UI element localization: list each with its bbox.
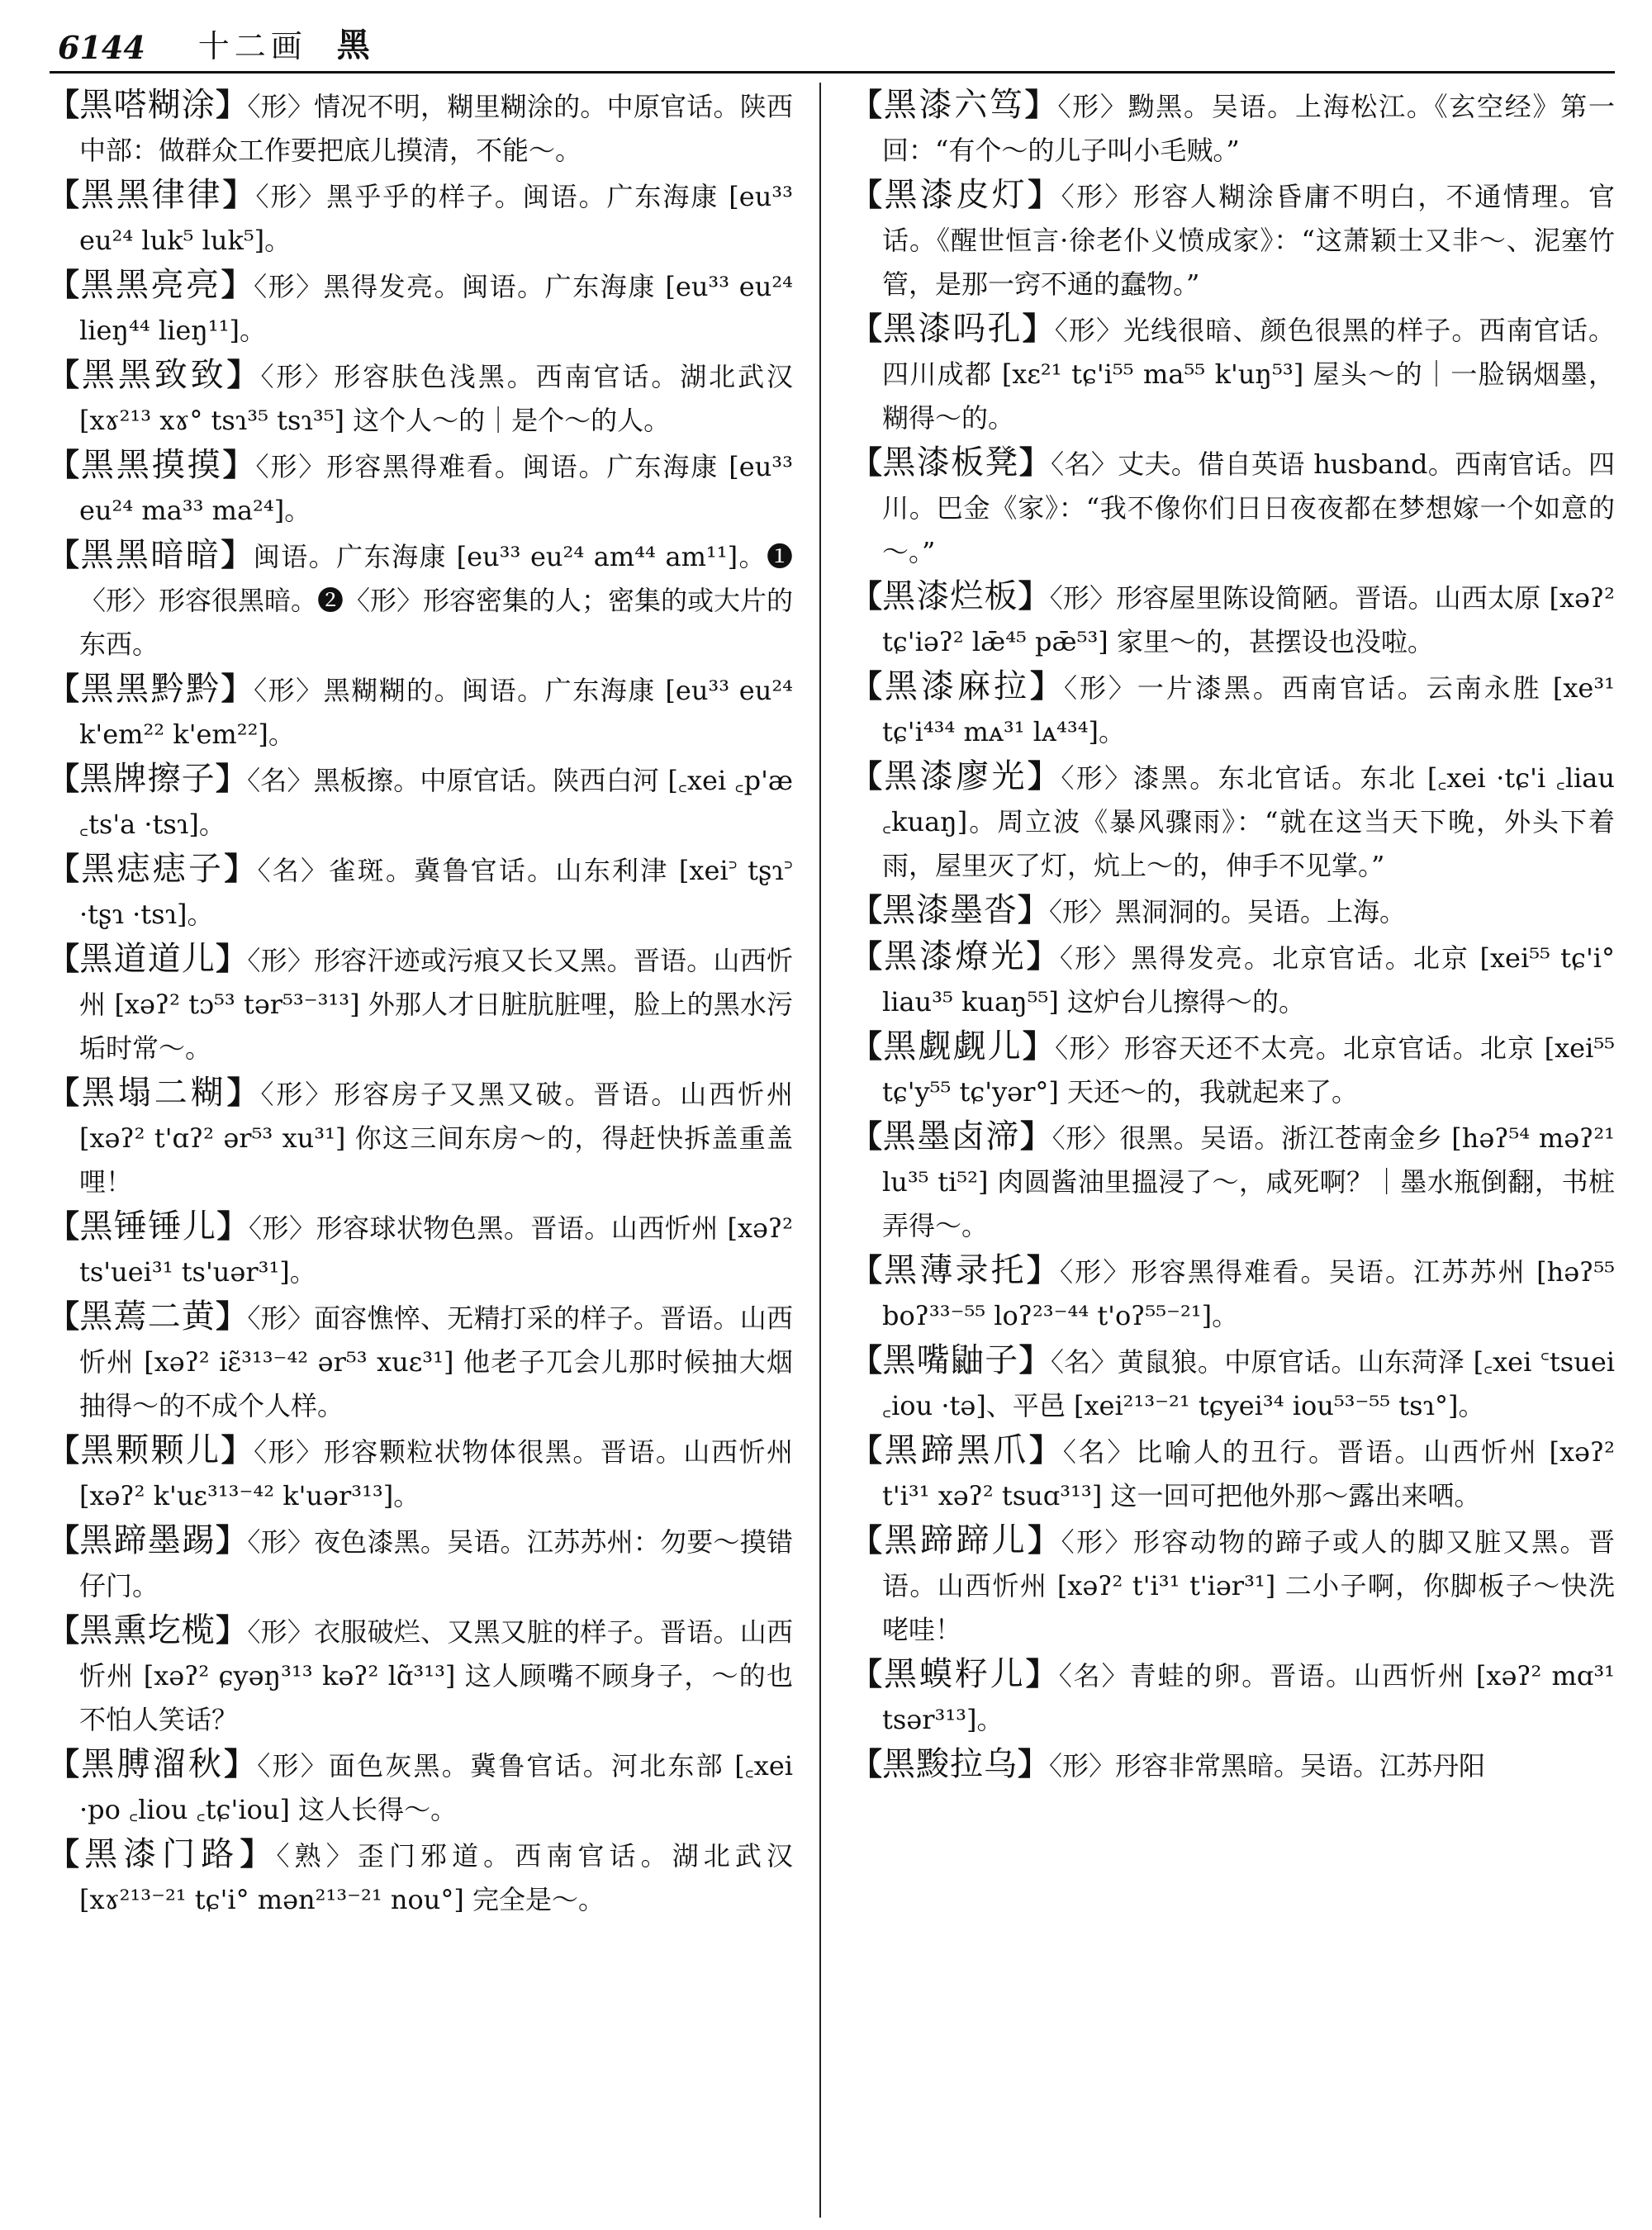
dictionary-entry: 【黑蟆籽儿】〈名〉青蛙的卵。晋语。山西忻州 [xəʔ² mɑ³¹ tsər³¹³]。 [851, 1655, 1615, 1735]
right-column [851, 83, 1615, 2230]
entry-headword: 黑蹄墨踢 [79, 1521, 216, 1559]
entry-definition: 〈形〉形容汗迹或污痕又长又黑。晋语。山西忻州 [xəʔ² tɔ⁵³ tər⁵³⁻³¹³] 外那人才日脏肮脏哩，脸上的黑水污垢时常～。 [79, 945, 793, 1064]
dictionary-entry: 【黑薄录托】〈形〉形容黑得难看。吴语。江苏苏州 [həʔ⁵⁵ boʔ³³⁻⁵⁵ loʔ²³⁻⁴⁴ t'oʔ⁵⁵⁻²¹]。 [851, 1251, 1615, 1331]
entry-definition: 〈形〉形容动物的蹄子或人的脚又脏又黑。晋语。山西忻州 [xəʔ² t'i³¹ t'iər³¹] 二小子啊，你脚板子～快洗咾哇！ [882, 1526, 1615, 1645]
entry-definition: 〈形〉黝黑。吴语。上海松江。《玄空经》第一回：“有个～的儿子叫小毛贼。” [882, 91, 1615, 166]
entry-headword: 黑黑暗暗 [80, 536, 221, 574]
entry-definition: 〈名〉黄鼠狼。中原官话。山东菏泽 [꜀xei ꜂tsuei ꜀iou ·tə]、平邑 [xei²¹³⁻²¹ tɕyei³⁴ iou⁵³⁻⁵⁵ tsɿ°]。 [882, 1346, 1615, 1421]
entry-headword: 黑熏圪榄 [79, 1611, 216, 1649]
entry-definition: 〈形〉光线很暗、颜色很黑的样子。西南官话。四川成都 [xɛ²¹ tɕ'i⁵⁵ ma⁵⁵ k'uŋ⁵³] 屋头～的｜一脸锅烟墨，糊得～的。 [882, 315, 1615, 434]
column-divider [819, 83, 821, 2218]
entry-definition: 〈名〉黑板擦。中原官话。陕西白河 [꜀xei ꜀p'æ ꜀ts'a ·tsɿ]。 [79, 765, 793, 840]
entry-headword: 黑黑致致 [81, 356, 227, 394]
entry-headword: 黑黑律律 [80, 176, 223, 214]
entry-definition: 〈形〉黑得发亮。北京官话。北京 [xei⁵⁵ tɕ'i° liau³⁵ kuaŋ⁵⁵] 这炉台儿擦得～的。 [882, 942, 1615, 1018]
dictionary-entry: 【黑漆廖光】〈形〉漆黑。东北官话。东北 [꜀xei ·tɕ'i ꜀liau ꜀kuaŋ]。周立波《暴风骤雨》：“就在这当天下晚，外头下着雨，屋里灭了灯，炕上～的，伸手不见掌。” [851, 757, 1615, 881]
dictionary-entry: 【黑蹄黑爪】〈名〉比喻人的丑行。晋语。山西忻州 [xəʔ² t'i³¹ xəʔ² tsuɑ³¹³] 这一回可把他外那～露出来哂。 [851, 1431, 1615, 1511]
entry-headword: 黑蟆籽儿 [883, 1655, 1026, 1693]
entry-headword: 黑黑摸摸 [80, 446, 223, 484]
entry-headword: 黑嘴鼬子 [882, 1341, 1019, 1379]
entry-headword: 黑蹄蹄儿 [884, 1521, 1028, 1559]
dictionary-entry: 【黑塌二糊】〈形〉形容房子又黑又破。晋语。山西忻州 [xəʔ² t'ɑʔ² ər⁵³ xu³¹] 你这三间东房～的，得赶快拆盖重盖哩！ [48, 1074, 793, 1198]
entry-definition: 〈形〉夜色漆黑。吴语。江苏苏州：勿要～摸错仔门。 [79, 1526, 793, 1601]
entry-headword: 黑黑黔黔 [80, 670, 221, 708]
entry-headword: 黑塌二糊 [81, 1074, 227, 1112]
dictionary-entry: 【黑牌擦子】〈名〉黑板擦。中原官话。陕西白河 [꜀xei ꜀p'æ ꜀ts'a ·tsɿ]。 [48, 760, 793, 840]
entry-definition: 〈名〉比喻人的丑行。晋语。山西忻州 [xəʔ² t'i³¹ xəʔ² tsuɑ³¹³] 这一回可把他外那～露出来哂。 [882, 1436, 1615, 1511]
section-label: 十二画 [197, 28, 307, 64]
entry-definition: 〈形〉情况不明，糊里糊涂的。中原官话。陕西中部：做群众工作要把底儿摸清，不能～。 [79, 91, 793, 166]
entry-definition: 〈形〉形容天还不太亮。北京官话。北京 [xei⁵⁵ tɕ'y⁵⁵ tɕ'yər°] 天还～的，我就起来了。 [882, 1032, 1615, 1108]
entry-headword: 黑颗颗儿 [80, 1431, 221, 1469]
entry-headword: 黑漆板凳 [882, 444, 1019, 482]
entry-definition: 〈形〉形容黑得难看。闽语。广东海康 [eu³³ eu²⁴ ma³³ ma²⁴]。 [79, 451, 793, 526]
dictionary-entry: 【黑漆麻拉】〈形〉一片漆黑。西南官话。云南永胜 [xe³¹ tɕ'i⁴³⁴ mᴀ³¹ lᴀ⁴³⁴]。 [851, 667, 1615, 747]
dictionary-entry: 【黑蹄墨踢】〈形〉夜色漆黑。吴语。江苏苏州：勿要～摸错仔门。 [48, 1521, 793, 1601]
dictionary-entry: 【黑嗒糊涂】〈形〉情况不明，糊里糊涂的。中原官话。陕西中部：做群众工作要把底儿摸清，不能～。 [48, 86, 793, 166]
dictionary-entry: 【黑墨卤渧】〈形〉很黑。吴语。浙江苍南金乡 [həʔ⁵⁴ məʔ²¹ lu³⁵ ti⁵²] 肉圆酱油里搵浸了～，咸死啊？｜墨水瓶倒翻，书桩弄得～。 [851, 1117, 1615, 1241]
entry-headword: 黑漆麻拉 [885, 667, 1030, 705]
entry-headword: 黑漆吗孔 [883, 310, 1023, 348]
entry-headword: 黑漆门路 [84, 1835, 240, 1873]
entry-definition: 〈形〉形容黑得难看。吴语。江苏苏州 [həʔ⁵⁵ boʔ³³⁻⁵⁵ loʔ²³⁻⁴⁴ t'oʔ⁵⁵⁻²¹]。 [882, 1256, 1615, 1331]
entry-definition: 〈形〉一片漆黑。西南官话。云南永胜 [xe³¹ tɕ'i⁴³⁴ mᴀ³¹ lᴀ⁴³⁴]。 [882, 672, 1615, 747]
entry-definition: 〈形〉黑得发亮。闽语。广东海康 [eu³³ eu²⁴ lieŋ⁴⁴ lieŋ¹¹]。 [79, 271, 793, 346]
dictionary-entry: 【黑黢拉乌】〈形〉形容非常黑暗。吴语。江苏丹阳 [851, 1745, 1486, 1783]
entry-headword: 黑黢拉乌 [882, 1745, 1018, 1783]
entry-definition: 〈形〉形容人糊涂昏庸不明白，不通情理。官话。《醒世恒言·徐老仆义愤成家》：“这萧颖士又非～、泥塞竹管，是那一窍不通的蠢物。” [882, 181, 1615, 300]
entry-definition: 〈形〉黑糊糊的。闽语。广东海康 [eu³³ eu²⁴ k'em²² k'em²²]。 [79, 675, 793, 750]
entry-headword: 黑蔫二黄 [79, 1298, 216, 1336]
dictionary-entry: 【黑漆墨沓】〈形〉黑洞洞的。吴语。上海。 [851, 891, 1407, 929]
entry-definition: 〈形〉衣服破烂、又黑又脏的样子。晋语。山西忻州 [xəʔ² ɕyəŋ³¹³ kəʔ² lɑ̃³¹³] 这人顾嘴不顾身子，～的也不怕人笑话？ [79, 1616, 793, 1735]
dictionary-entry: 【黑黑摸摸】〈形〉形容黑得难看。闽语。广东海康 [eu³³ eu²⁴ ma³³ ma²⁴]。 [48, 446, 793, 526]
entry-headword: 黑漆墨沓 [882, 891, 1018, 929]
dictionary-entry: 【黑锤锤儿】〈形〉形容球状物色黑。晋语。山西忻州 [xəʔ² ts'uei³¹ ts'uər³¹]。 [48, 1208, 793, 1288]
dictionary-entry: 【黑嘴鼬子】〈名〉黄鼠狼。中原官话。山东菏泽 [꜀xei ꜂tsuei ꜀iou ·tə]、平邑 [xei²¹³⁻²¹ tɕyei³⁴ iou⁵³⁻⁵⁵ tsɿ°]。 [851, 1341, 1615, 1421]
dictionary-entry: 【黑漆皮灯】〈形〉形容人糊涂昏庸不明白，不通情理。官话。《醒世恒言·徐老仆义愤成家》：“这萧颖士又非～、泥塞竹管，是那一窍不通的蠢物。” [851, 176, 1615, 300]
entry-definition: 〈形〉黑乎乎的样子。闽语。广东海康 [eu³³ eu²⁴ luk⁵ luk⁵]。 [79, 181, 793, 256]
entry-definition: 〈名〉青蛙的卵。晋语。山西忻州 [xəʔ² mɑ³¹ tsər³¹³]。 [882, 1660, 1615, 1735]
dictionary-entry: 【黑黑致致】〈形〉形容肤色浅黑。西南官话。湖北武汉 [xɤ²¹³ xɤ° tsɿ³⁵ tsɿ³⁵] 这个人～的｜是个～的人。 [48, 356, 793, 436]
entry-definition: 〈形〉形容肤色浅黑。西南官话。湖北武汉 [xɤ²¹³ xɤ° tsɿ³⁵ tsɿ³⁵] 这个人～的｜是个～的人。 [79, 361, 793, 436]
entry-definition: 〈形〉面色灰黑。冀鲁官话。河北东部 [꜀xei ·po ꜀liou ꜀tɕ'iou] 这人长得～。 [79, 1750, 793, 1825]
dictionary-entry: 【黑黑暗暗】闽语。广东海康 [eu³³ eu²⁴ am⁴⁴ am¹¹]。❶〈形〉形容很黑暗。❷〈形〉形容密集的人；密集的或大片的东西。 [48, 536, 794, 660]
dictionary-entry: 【黑蔫二黄】〈形〉面容憔悴、无精打采的样子。晋语。山西忻州 [xəʔ² iɛ̃³¹³⁻⁴² ər⁵³ xuɛ³¹] 他老子兀会儿那时候抽大烟抽得～的不成个人样。 [48, 1298, 793, 1421]
entry-definition: 〈形〉漆黑。东北官话。东北 [꜀xei ·tɕ'i ꜀liau ꜀kuaŋ]。周立波《暴风骤雨》：“就在这当天下晚，外头下着雨，屋里灭了灯，炕上～的，伸手不见掌。” [882, 762, 1615, 881]
entry-definition: 闽语。广东海康 [eu³³ eu²⁴ am⁴⁴ am¹¹]。❶〈形〉形容很黑暗。❷〈形〉形容密集的人；密集的或大片的东西。 [79, 541, 794, 660]
entry-definition: 〈形〉形容房子又黑又破。晋语。山西忻州 [xəʔ² t'ɑʔ² ər⁵³ xu³¹] 你这三间东房～的，得赶快拆盖重盖哩！ [79, 1079, 793, 1198]
dictionary-entry: 【黑痣痣子】〈名〉雀斑。冀鲁官话。山东利津 [xei꜄ tʂɿ꜄ ·tʂɿ ·tsɿ]。 [48, 850, 793, 930]
entry-headword: 黑黑亮亮 [80, 266, 221, 304]
dictionary-entry: 【黑蹄蹄儿】〈形〉形容动物的蹄子或人的脚又脏又黑。晋语。山西忻州 [xəʔ² t'i³¹ t'iər³¹] 二小子啊，你脚板子～快洗咾哇！ [851, 1521, 1615, 1645]
entry-definition: 〈形〉形容非常黑暗。吴语。江苏丹阳 [1049, 1750, 1486, 1782]
dictionary-entry: 【黑熏圪榄】〈形〉衣服破烂、又黑又脏的样子。晋语。山西忻州 [xəʔ² ɕyəŋ³¹³ kəʔ² lɑ̃³¹³] 这人顾嘴不顾身子，～的也不怕人笑话？ [48, 1611, 793, 1735]
dictionary-entry: 【黑膊溜秋】〈形〉面色灰黑。冀鲁官话。河北东部 [꜀xei ·po ꜀liou ꜀tɕ'iou] 这人长得～。 [48, 1745, 793, 1825]
entry-definition: 〈名〉雀斑。冀鲁官话。山东利津 [xei꜄ tʂɿ꜄ ·tʂɿ ·tsɿ]。 [79, 855, 793, 930]
entry-definition: 〈名〉丈夫。借自英语 husband。西南官话。四川。巴金《家》：“我不像你们日日夜夜都在梦想嫁一个如意的～。” [882, 448, 1615, 567]
dictionary-entry: 【黑漆板凳】〈名〉丈夫。借自英语 husband。西南官话。四川。巴金《家》：“我不像你们日日夜夜都在梦想嫁一个如意的～。” [851, 444, 1615, 567]
entry-definition: 〈形〉形容颗粒状物体很黑。晋语。山西忻州 [xəʔ² k'uɛ³¹³⁻⁴² k'uər³¹³]。 [79, 1436, 793, 1511]
dictionary-entry: 【黑漆燎光】〈形〉黑得发亮。北京官话。北京 [xei⁵⁵ tɕ'i° liau³⁵ kuaŋ⁵⁵] 这炉台儿擦得～的。 [851, 937, 1615, 1018]
dictionary-entry: 【黑漆六笃】〈形〉黝黑。吴语。上海松江。《玄空经》第一回：“有个～的儿子叫小毛贼。” [851, 86, 1615, 166]
page-number: 6144 [58, 29, 145, 66]
entry-headword: 黑牌擦子 [79, 760, 216, 798]
entry-headword: 黑漆皮灯 [884, 176, 1028, 214]
dictionary-entry: 【黑漆吗孔】〈形〉光线很暗、颜色很黑的样子。西南官话。四川成都 [xɛ²¹ tɕ'i⁵⁵ ma⁵⁵ k'uŋ⁵³] 屋头～的｜一脸锅烟墨，糊得～的。 [851, 310, 1615, 434]
entry-definition: 〈熟〉歪门邪道。西南官话。湖北武汉 [xɤ²¹³⁻²¹ tɕ'i° mən²¹³⁻²¹ nou°] 完全是～。 [79, 1840, 793, 1915]
entry-headword: 黑膊溜秋 [81, 1745, 225, 1783]
dictionary-entry: 【黑漆门路】〈熟〉歪门邪道。西南官话。湖北武汉 [xɤ²¹³⁻²¹ tɕ'i° mən²¹³⁻²¹ nou°] 完全是～。 [48, 1835, 793, 1915]
dictionary-entry: 【黑黑律律】〈形〉黑乎乎的样子。闽语。广东海康 [eu³³ eu²⁴ luk⁵ luk⁵]。 [48, 176, 793, 256]
entry-headword: 黑漆廖光 [884, 757, 1028, 795]
entry-definition: 〈形〉形容屋里陈设简陋。晋语。山西太原 [xəʔ² tɕ'iəʔ² lǣ⁴⁵ pǣ⁵³] 家里～的，甚摆设也没啦。 [882, 582, 1615, 657]
entry-definition: 〈形〉面容憔悴、无精打采的样子。晋语。山西忻州 [xəʔ² iɛ̃³¹³⁻⁴² ər⁵³ xuɛ³¹] 他老子兀会儿那时候抽大烟抽得～的不成个人样。 [79, 1302, 793, 1421]
entry-headword: 黑薄录托 [884, 1251, 1027, 1289]
head-character: 黑 [336, 26, 370, 64]
entry-definition: 〈形〉形容球状物色黑。晋语。山西忻州 [xəʔ² ts'uei³¹ ts'uər³¹]。 [79, 1212, 793, 1288]
entry-definition: 〈形〉很黑。吴语。浙江苍南金乡 [həʔ⁵⁴ məʔ²¹ lu³⁵ ti⁵²] 肉圆酱油里搵浸了～，咸死啊？｜墨水瓶倒翻，书桩弄得～。 [882, 1122, 1615, 1241]
entry-headword: 黑漆六笃 [883, 86, 1025, 124]
entry-definition: 〈形〉黑洞洞的。吴语。上海。 [1049, 896, 1407, 928]
dictionary-entry: 【黑颗颗儿】〈形〉形容颗粒状物体很黑。晋语。山西忻州 [xəʔ² k'uɛ³¹³⁻⁴² k'uər³¹³]。 [48, 1431, 793, 1511]
dictionary-entry: 【黑觑觑儿】〈形〉形容天还不太亮。北京官话。北京 [xei⁵⁵ tɕ'y⁵⁵ tɕ'yər°] 天还～的，我就起来了。 [851, 1027, 1615, 1108]
entry-headword: 黑道道儿 [79, 940, 216, 978]
entry-headword: 黑锤锤儿 [79, 1208, 217, 1245]
header-rule [50, 71, 1615, 74]
page-header [58, 18, 1611, 66]
left-column [48, 83, 793, 2230]
entry-headword: 黑漆燎光 [884, 937, 1027, 975]
entry-headword: 黑蹄黑爪 [884, 1431, 1030, 1469]
entry-headword: 黑痣痣子 [81, 850, 225, 888]
dictionary-entry: 【黑黑黔黔】〈形〉黑糊糊的。闽语。广东海康 [eu³³ eu²⁴ k'em²² k'em²²]。 [48, 670, 793, 750]
entry-headword: 黑墨卤渧 [882, 1117, 1020, 1155]
dictionary-entry: 【黑黑亮亮】〈形〉黑得发亮。闽语。广东海康 [eu³³ eu²⁴ lieŋ⁴⁴ lieŋ¹¹]。 [48, 266, 793, 346]
entry-headword: 黑觑觑儿 [883, 1027, 1023, 1065]
dictionary-entry: 【黑漆烂板】〈形〉形容屋里陈设简陋。晋语。山西太原 [xəʔ² tɕ'iəʔ² lǣ⁴⁵ pǣ⁵³] 家里～的，甚摆设也没啦。 [851, 577, 1615, 657]
entry-headword: 黑嗒糊涂 [79, 86, 216, 124]
dictionary-entry: 【黑道道儿】〈形〉形容汗迹或污痕又长又黑。晋语。山西忻州 [xəʔ² tɔ⁵³ tər⁵³⁻³¹³] 外那人才日脏肮脏哩，脸上的黑水污垢时常～。 [48, 940, 793, 1064]
entry-headword: 黑漆烂板 [882, 577, 1018, 615]
